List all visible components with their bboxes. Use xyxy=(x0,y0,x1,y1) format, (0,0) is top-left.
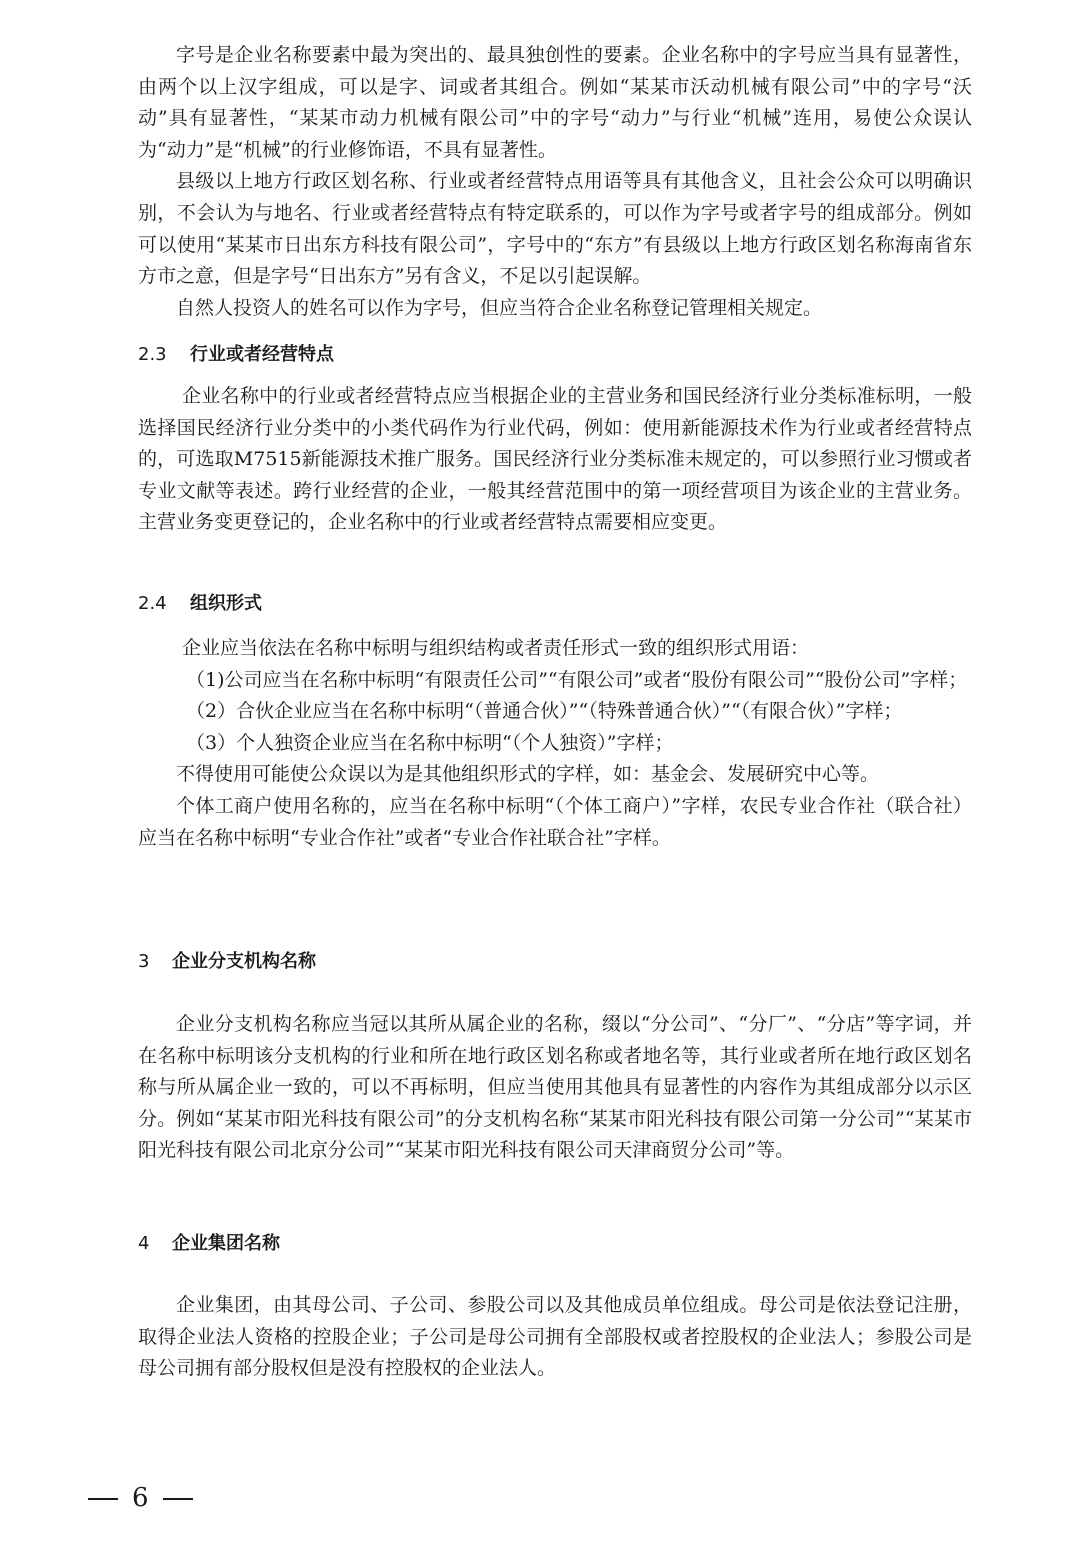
paragraph: 企业集团，由其母公司、子公司、参股公司以及其他成员单位组成。母公司是依法登记注册，取得企业法人资格的控股企业；子公司是母公司拥有全部股权或者控股权的企业法人；参股公司是母公司拥有部分股权但是没有控股权的企业法人。 xyxy=(138,1294,972,1380)
page-number-footer xyxy=(88,1480,193,1516)
section-heading-4 xyxy=(138,1232,280,1256)
section-2-3-body xyxy=(138,381,972,539)
section-number: 2.4 xyxy=(138,593,167,614)
right-dash xyxy=(163,1498,193,1500)
paragraph: 字号是企业名称要素中最为突出的、最具独创性的要素。企业名称中的字号应当具有显著性，由两个以上汉字组成，可以是字、词或者其组合。例如“某某市沃动机械有限公司”中的字号“沃动”具有显著性，“某某市动力机械有限公司”中的字号“动力”与行业“机械”连用，易使公众误认为“动力”是“机械”的行业修饰语，不具有显著性。 xyxy=(138,44,972,161)
section-title: 企业集团名称 xyxy=(172,1233,280,1254)
list-item: （2）合伙企业应当在名称中标明“（普通合伙）”“（特殊普通合伙）”“（有限合伙）”字样； xyxy=(186,700,903,723)
list-item: （1)公司应当在名称中标明“有限责任公司”“有限公司”或者“股份有限公司”“股份公司”字样； xyxy=(186,668,968,691)
section-title: 组织形式 xyxy=(190,593,262,614)
left-dash xyxy=(88,1498,118,1500)
section-title: 行业或者经营特点 xyxy=(190,344,334,365)
paragraph: 自然人投资人的姓名可以作为字号，但应当符合企业名称登记管理相关规定。 xyxy=(176,296,823,319)
section-heading-3 xyxy=(138,950,316,974)
section-heading-2-4 xyxy=(138,592,262,616)
section-number: 4 xyxy=(138,1233,150,1254)
section-number: 2.3 xyxy=(138,344,167,365)
page-number: 6 xyxy=(132,1483,149,1513)
section-heading-2-3 xyxy=(138,343,334,367)
paragraph: 企业应当依法在名称中标明与组织结构或者责任形式一致的组织形式用语： xyxy=(182,637,810,659)
section-title: 企业分支机构名称 xyxy=(172,951,316,972)
section-4-body xyxy=(138,1290,972,1385)
section-3-body xyxy=(138,1009,972,1167)
paragraph: 企业名称中的行业或者经营特点应当根据企业的主营业务和国民经济行业分类标准标明，一般选择国民经济行业分类中的小类代码作为行业代码，例如：使用新能源技术作为行业或者经营特点的，可选取M7515新能源技术推广服务。国民经济行业分类标准未规定的，可以参照行业习惯或者专业文献等表述。跨行业经营的企业，一般其经营范围中的第一项经营项目为该企业的主营业务。主营业务变更登记的，企业名称中的行业或者经营特点需要相应变更。 xyxy=(138,385,972,534)
paragraph: 县级以上地方行政区划名称、行业或者经营特点用语等具有其他含义，且社会公众可以明确识别，不会认为与地名、行业或者经营特点有特定联系的，可以作为字号或者字号的组成部分。例如可以使用“某某市日出东方科技有限公司”，字号中的“东方”有县级以上地方行政区划名称海南省东方市之意，但是字号“日出东方”另有含义，不足以引起误解。 xyxy=(138,170,972,288)
paragraph: 个体工商户使用名称的，应当在名称中标明“（个体工商户）”字样，农民专业合作社（联合社）应当在名称中标明“专业合作社”或者“专业合作社联合社”字样。 xyxy=(138,794,972,849)
paragraph: 不得使用可能使公众误以为是其他组织形式的字样，如：基金会、发展研究中心等。 xyxy=(176,763,880,786)
intro-section xyxy=(138,40,972,324)
paragraph: 企业分支机构名称应当冠以其所从属企业的名称，缀以“分公司”、“分厂”、“分店”等字词，并在名称中标明该分支机构的行业和所在地行政区划名称或者地名等，其行业或者所在地行政区划名称与所从属企业一致的，可以不再标明，但应当使用其他具有显著性的内容作为其组成部分以示区分。例如“某某市阳光科技有限公司”的分支机构名称“某某市阳光科技有限公司第一分公司”“某某市阳光科技有限公司北京分公司”“某某市阳光科技有限公司天津商贸分公司”等。 xyxy=(138,1013,972,1162)
section-number: 3 xyxy=(138,951,150,972)
section-2-4-body xyxy=(138,633,972,854)
list-item: （3）个人独资企业应当在名称中标明“（个人独资）”字样； xyxy=(186,731,674,754)
